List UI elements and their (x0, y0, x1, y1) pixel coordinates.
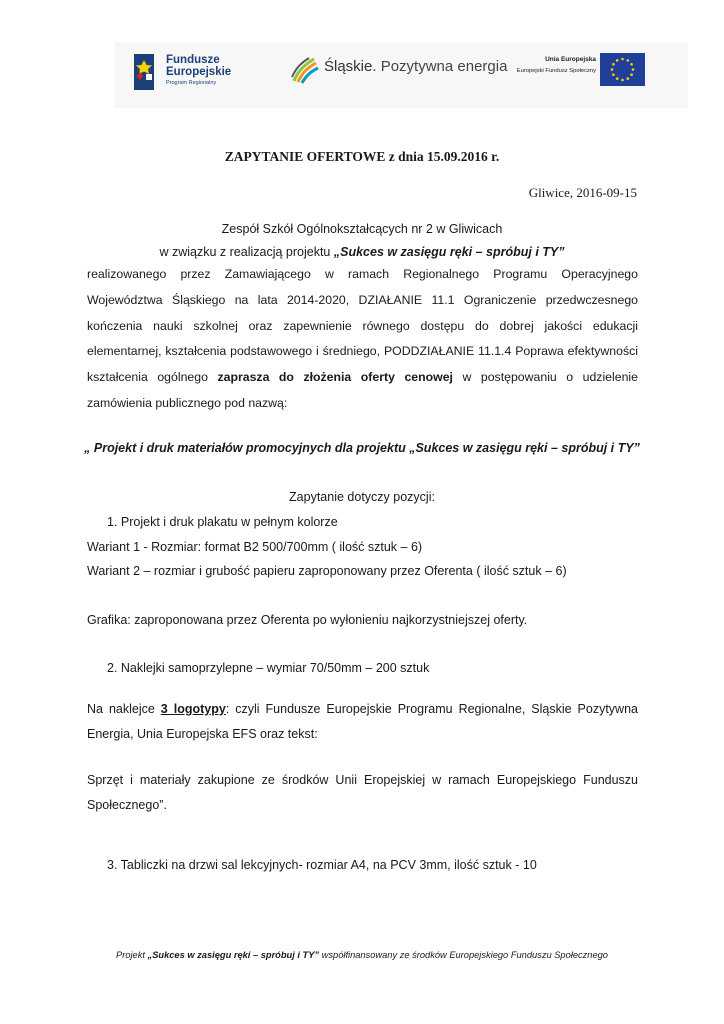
ue-logo-line1: Unia Europejska (545, 56, 596, 63)
positions-intro: Zapytanie dotyczy pozycji: (289, 490, 435, 504)
variant-2: Wariant 2 – rozmiar i grubość papieru zaproponowany przez Oferenta ( ilość sztuk – 6) (87, 564, 567, 578)
stickers-post: : czyli Fundusze Europejskie Programu Regionalne, Sląskie Pozytywna Energia, Unia Europejska EFS oraz tekst: (87, 702, 638, 741)
intro-paragraph-end: w postępowaniu o udzielenie zamówienia publicznego pod nazwą: (87, 370, 638, 410)
slaskie-swirl-icon (290, 55, 320, 85)
graphics-note: Grafika: zaproponowana przez Oferenta po wyłonieniu najkorzystniejszej oferty. (87, 613, 528, 627)
item-2: 2. Naklejki samoprzylepne – wymiar 70/50mm – 200 sztuk (107, 661, 430, 675)
stickers-pre: Na naklejce (87, 702, 161, 716)
order-name (0, 441, 724, 455)
project-name: „Sukces w zasięgu ręki – spróbuj i TY” (333, 245, 565, 259)
intro-paragraph (87, 262, 638, 417)
intro-paragraph-text: realizowanego przez Zamawiającego w ramach Regionalnego Programu Operacyjnego Województwa Śląskiego na lata 2014-2020, DZIAŁANIE 11.1 Ograniczenie przedwczesnego kończenia nauki szkolnej oraz zapewnienie równego dostępu do dobrej jakości edukacji elementarnej, kształcenia podstawowego i średniego, PODDZIAŁANIE 11.1.4 Poprawa efektywności kształcenia ogólnego (87, 267, 638, 385)
variant-1: Wariant 1 - Rozmiar: format B2 500/700mm ( ilość sztuk – 6) (87, 540, 423, 554)
slaskie-logo-name: Śląskie. (324, 58, 377, 75)
footer-post: współfinansowany ze środków Europejskiego Funduszu Społecznego (319, 950, 608, 960)
item-1: 1. Projekt i druk plakatu w pełnym kolorze (107, 515, 338, 529)
fe-logo-line1: Fundusze (166, 54, 220, 66)
fundusze-europejskie-logo (132, 50, 242, 98)
stickers-description (87, 697, 638, 747)
sticker-quote: Sprzęt i materiały zakupione ze środków Unii Eropejskiej w ramach Europejskiego Funduszu Społecznego”. (87, 773, 638, 812)
ue-logo-line2: Europejski Fundusz Społeczny (516, 68, 596, 74)
fe-logo-subtitle: Program Regionalny (166, 80, 217, 86)
footer-pre: Projekt (116, 950, 148, 960)
slaskie-logo-tagline: Pozytywna energia (380, 58, 508, 75)
item-3: 3. Tabliczki na drzwi sal lekcyjnych- rozmiar A4, na PCV 3mm, ilość sztuk - 10 (107, 858, 537, 872)
invitation-bold: zaprasza do złożenia oferty cenowej (217, 370, 453, 385)
slaskie-logo (290, 55, 508, 85)
stickers-logos-count: 3 logotypy (160, 702, 226, 716)
fe-star-emblem-icon (132, 50, 162, 94)
order-name-text: „ Projekt i druk materiałów promocyjnych dla projektu „Sukces w zasięgu ręki – spróbuj i TY” (84, 441, 640, 455)
document-title: ZAPYTANIE OFERTOWE z dnia 15.09.2016 r. (224, 149, 500, 164)
eu-flag-icon (600, 53, 645, 86)
school-name: Zespół Szkół Ogólnokształcących nr 2 w Gliwicach (221, 222, 503, 236)
fe-logo-line2: Europejskie (166, 66, 232, 78)
place-date: Gliwice, 2016-09-15 (528, 185, 637, 200)
project-intro-line (0, 245, 724, 259)
footer-project: „Sukces w zasięgu ręki – spróbuj i TY” (147, 950, 320, 960)
page-footer (0, 950, 724, 960)
project-intro: w związku z realizacją projektu (159, 245, 334, 259)
